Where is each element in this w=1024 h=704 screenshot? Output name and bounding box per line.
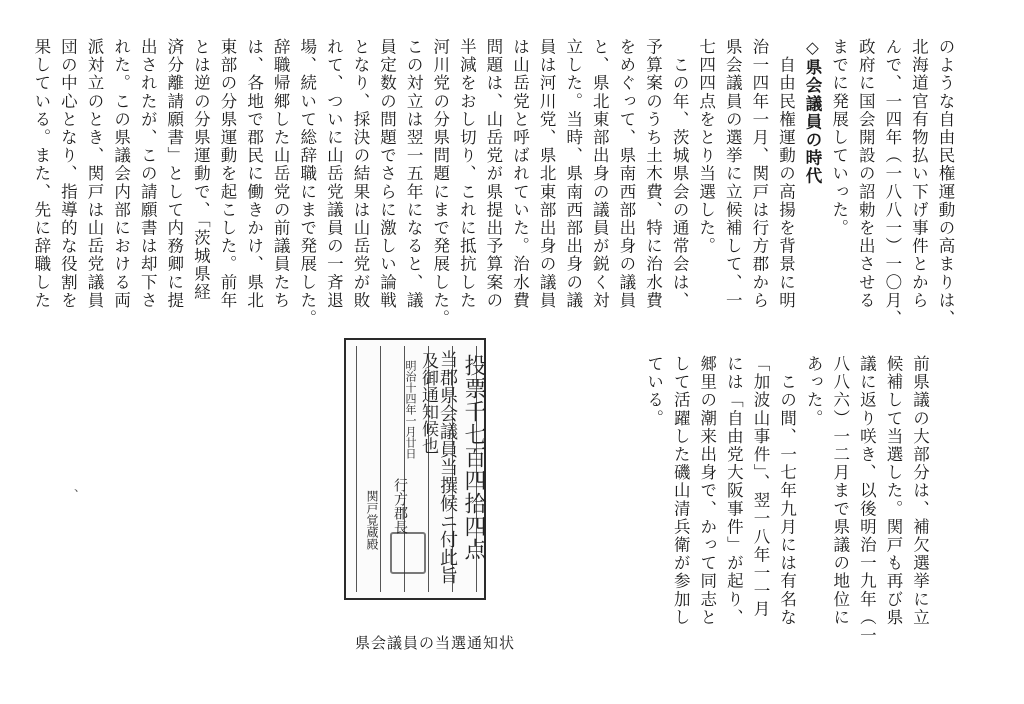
text-column: 自由民権運動の高揚を背景に明 — [776, 38, 796, 310]
text-column: 治一四年一月、関戸は行方郡から — [749, 38, 769, 310]
text-column: となり、採決の結果は山岳党が敗 — [350, 38, 370, 310]
text-column: 県会議員の選挙に立候補して、一 — [723, 38, 743, 310]
text-column: 予算案のうち土木費、特に治水費 — [643, 38, 663, 310]
text-column: 問題は、山岳党が県提出予算案の — [483, 38, 503, 310]
text-column: この年、茨城県会の通常会は、 — [670, 38, 690, 310]
text-column: れた。この県議会内部における両 — [111, 38, 131, 310]
photo-rule-line — [356, 346, 357, 592]
text-column: 郷里の潮来出身で、かって同志と — [697, 355, 717, 627]
text-column: 「加波山事件」、翌一八年一一月 — [750, 355, 770, 619]
text-column: と、県北東部出身の議員が鋭く対 — [590, 38, 610, 310]
text-column: ている。 — [644, 355, 664, 428]
text-column: れて、ついに山岳党議員の一斉退 — [324, 38, 344, 310]
text-column: 前県議の大部分は、補欠選挙に立 — [910, 355, 930, 627]
text-column: 候補して当選した。関戸も再び県 — [883, 355, 903, 627]
election-notice-photo — [344, 338, 486, 600]
text-column: をめぐって、県南西部出身の議員 — [616, 38, 636, 310]
photo-line-closing: 及御通知候也 — [418, 352, 438, 454]
text-column: 河川党の分県問題にまで発展した。 — [430, 38, 450, 328]
text-column: 東部の分県運動を起こした。前年 — [217, 38, 237, 310]
photo-line-notice: 当郡県会議員当撰候ニ付此旨 — [437, 350, 458, 584]
text-column: 八八六）一二月まで県議の地位に — [830, 355, 850, 627]
text-column: 員は河川党、県北東部出身の議員 — [537, 38, 557, 310]
photo-line-date: 明治十四年一月廿日 — [404, 360, 417, 459]
text-column: して活躍した磯山清兵衛が参加し — [671, 355, 691, 627]
text-column: 済分離請願書」として内務卿に提 — [164, 38, 184, 310]
text-column: には「自由党大阪事件」が起り、 — [724, 355, 744, 627]
official-seal-stamp — [390, 532, 426, 574]
main-text-bottom — [640, 355, 933, 655]
text-column: 半減をおし切り、これに抵抗した — [457, 38, 477, 310]
text-column: 辞職帰郷した山岳党の前議員たち — [271, 38, 291, 310]
text-column: 派対立のとき、関戸は山岳党議員 — [85, 38, 104, 310]
text-column: この対立は翌一五年になると、議 — [404, 38, 424, 310]
photo-line-votes: 投票千七百四拾四点 — [461, 354, 486, 561]
photo-rule-line — [380, 346, 381, 592]
text-column: は、各地で郡民に働きかけ、県北 — [244, 38, 264, 310]
text-column: 出されたが、この請願書は却下さ — [138, 38, 158, 310]
text-column: この間、一七年九月には有名な — [777, 355, 797, 627]
print-speck: 、 — [74, 480, 87, 494]
text-column: 場、続いて総辞職にまで発展した。 — [297, 38, 317, 328]
text-column: とは逆の分県運動で、「茨城県経 — [191, 38, 211, 302]
text-column: 立した。当時、県南西部出身の議 — [563, 38, 583, 310]
text-column: は山岳党と呼ばれていた。治水費 — [510, 38, 530, 310]
main-text-top — [27, 38, 958, 338]
text-column: 議に返り咲き、以後明治一九年（一 — [857, 355, 877, 645]
photo-line-sender: 行方郡長 — [392, 478, 408, 534]
text-column: 果している。また、先に辞職した — [31, 38, 51, 310]
text-column: 員定数の問題でさらに激しい論戦 — [377, 38, 397, 310]
text-column: までに発展していった。 — [829, 38, 849, 238]
text-column: 七四四点をとり当選した。 — [696, 38, 716, 256]
text-column: あった。 — [804, 355, 824, 428]
photo-caption: 県会議員の当選通知状 — [354, 634, 515, 652]
text-column: 団の中心となり、指導的な役割を — [58, 38, 78, 310]
text-column: 政府に国会開設の詔勅を出させる — [856, 38, 876, 310]
text-column: んで、一四年（一八八一）一〇月、 — [882, 38, 902, 328]
text-column: 北海道官有物払い下げ事件とから — [909, 38, 929, 310]
section-heading: ◇県会議員の時代 — [803, 38, 823, 186]
photo-line-recipient: 関戸覚蔵殿 — [365, 490, 379, 550]
text-column: のような自由民権運動の高まりは、 — [936, 38, 955, 328]
